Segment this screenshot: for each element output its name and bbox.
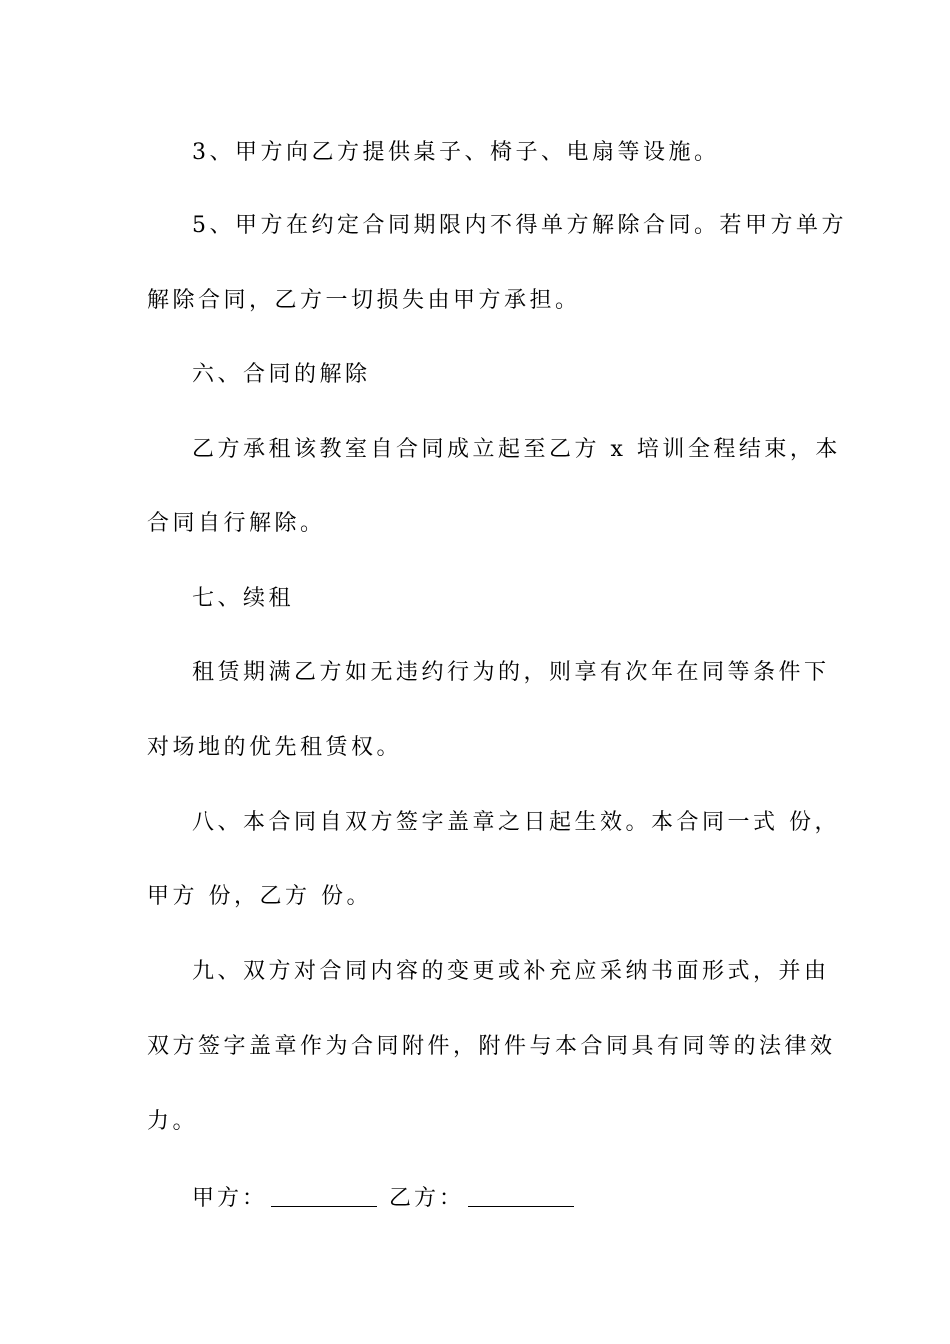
signature-row xyxy=(192,1182,586,1214)
section-7-text-line-2: 对场地的优先租赁权。 xyxy=(147,735,403,760)
party-a-label: 甲方： xyxy=(192,1186,268,1211)
clause-8-line-2: 甲方 份，乙方 份。 xyxy=(147,884,372,909)
section-6-text-line-2: 合同自行解除。 xyxy=(147,511,326,536)
section-6-heading: 六、合同的解除 xyxy=(192,362,371,387)
clause-8-line-1: 八、本合同自双方签字盖章之日起生效。本合同一式 份， xyxy=(192,810,840,835)
section-7-heading: 七、续租 xyxy=(192,586,295,611)
clause-9-line-1: 九、双方对合同内容的变更或补充应采纳书面形式，并由 xyxy=(192,959,830,984)
party-b-label: 乙方： xyxy=(389,1186,465,1211)
section-6-text-line-1: 乙方承租该教室自合同成立起至乙方 x 培训全程结束，本 xyxy=(192,437,841,462)
clause-9-line-3: 力。 xyxy=(147,1109,199,1134)
party-b-signature-line[interactable] xyxy=(468,1184,574,1207)
party-a-signature-line[interactable] xyxy=(271,1184,377,1207)
clause-5-line-2: 解除合同，乙方一切损失由甲方承担。 xyxy=(147,288,581,313)
section-7-text-line-1: 租赁期满乙方如无违约行为的，则享有次年在同等条件下 xyxy=(192,660,830,685)
clause-9-line-2: 双方签字盖章作为合同附件，附件与本合同具有同等的法律效 xyxy=(147,1034,836,1059)
clause-5-line-1: 5、甲方在约定合同期限内不得单方解除合同。若甲方单方 xyxy=(192,213,847,238)
clause-3-line-1: 3、甲方向乙方提供桌子、椅子、电扇等设施。 xyxy=(192,140,720,165)
